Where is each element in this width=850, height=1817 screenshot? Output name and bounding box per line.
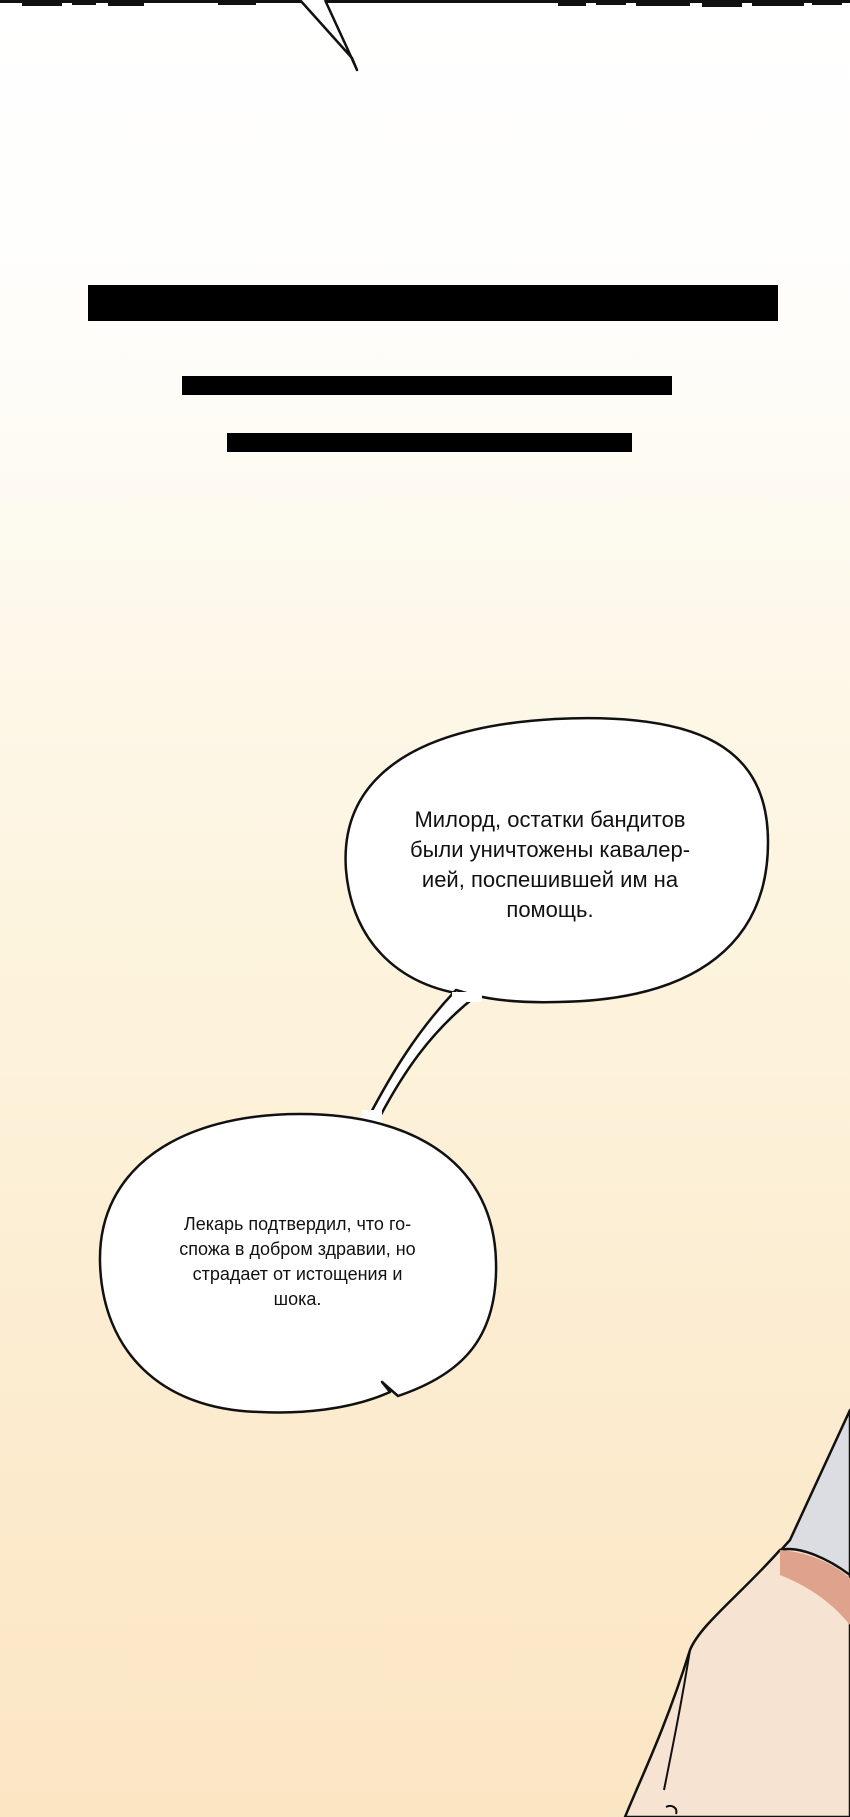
character-arm — [625, 1410, 850, 1817]
speech-bubble-top-text — [380, 805, 720, 925]
bubble-connector — [366, 990, 476, 1124]
speech-bubble-bottom-text — [135, 1212, 460, 1312]
bubble-bottom-line: страдает от истощения и — [192, 1264, 403, 1284]
bubble-top-line: ией, поспешившей им на — [421, 867, 679, 892]
previous-bubble-tail — [300, 0, 357, 70]
bubble-bottom-line: Лекарь подтвердил, что го- — [183, 1214, 412, 1234]
bubble-top-line: помощь. — [506, 897, 594, 922]
bubble-bottom-line: шока. — [273, 1289, 322, 1309]
bubble-top-line: Милорд, остатки бандитов — [414, 807, 686, 832]
cropped-top-lettering — [0, 0, 850, 7]
redaction-bar-3 — [227, 433, 632, 452]
bubble-top-line: были уничтожены кавалер- — [409, 837, 691, 862]
bubble-bottom-line: спожа в добром здравии, но — [179, 1239, 416, 1259]
redaction-bar-1 — [88, 285, 778, 321]
redaction-bar-2 — [182, 376, 672, 395]
